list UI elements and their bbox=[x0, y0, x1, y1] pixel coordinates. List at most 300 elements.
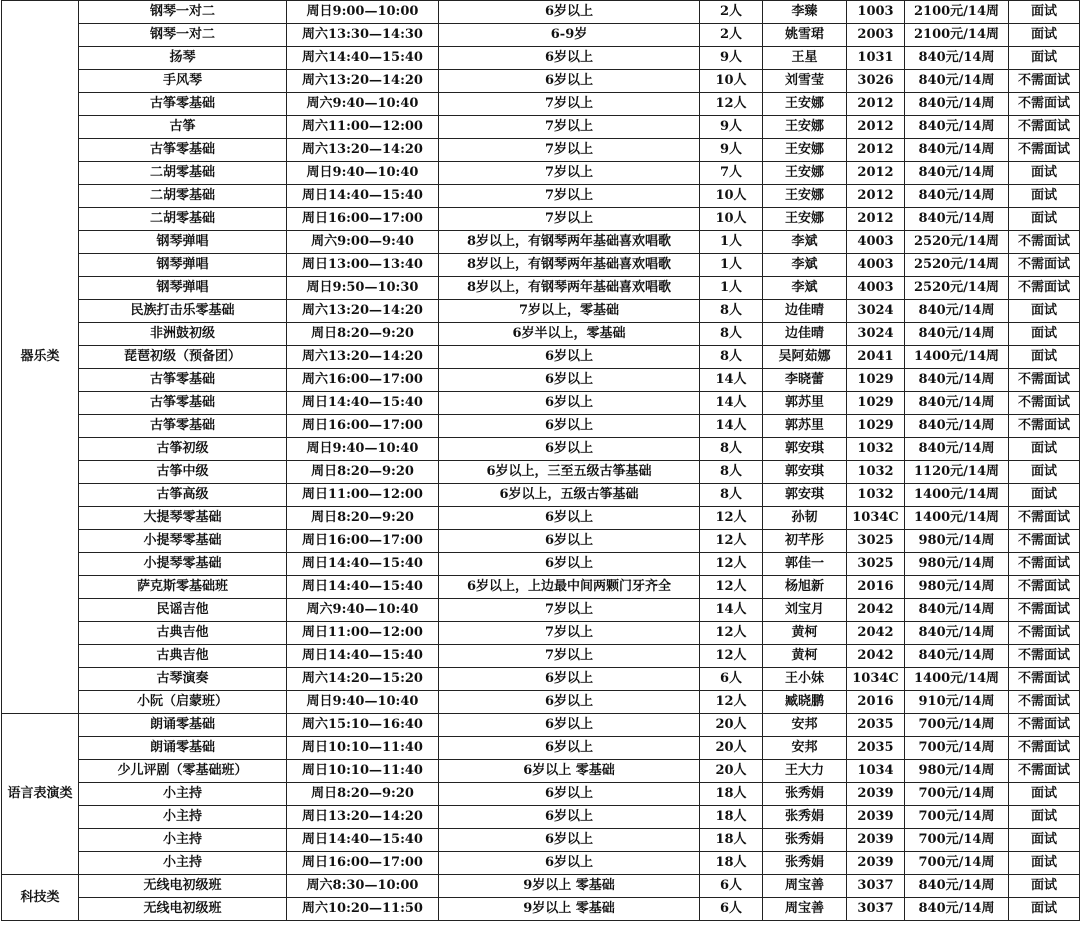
course-name-cell: 民谣吉他 bbox=[79, 599, 287, 622]
capacity-cell: 12人 bbox=[700, 645, 763, 668]
course-name-cell: 民族打击乐零基础 bbox=[79, 300, 287, 323]
interview-cell: 面试 bbox=[1009, 24, 1080, 47]
teacher-cell: 张秀娟 bbox=[763, 806, 847, 829]
requirement-cell: 6岁以上 bbox=[439, 438, 700, 461]
class-time-cell: 周日14:40—15:40 bbox=[287, 392, 439, 415]
fee-cell: 840元/14周 bbox=[905, 875, 1009, 898]
teacher-cell: 王星 bbox=[763, 47, 847, 70]
teacher-cell: 王安娜 bbox=[763, 162, 847, 185]
capacity-cell: 9人 bbox=[700, 139, 763, 162]
course-name-cell: 琵琶初级（预备团） bbox=[79, 346, 287, 369]
interview-cell: 不需面试 bbox=[1009, 530, 1080, 553]
table-row bbox=[2, 254, 1080, 277]
teacher-cell: 吴阿茹娜 bbox=[763, 346, 847, 369]
capacity-cell: 9人 bbox=[700, 47, 763, 70]
teacher-cell: 王安娜 bbox=[763, 116, 847, 139]
teacher-cell: 李斌 bbox=[763, 254, 847, 277]
course-name-cell: 古筝 bbox=[79, 116, 287, 139]
teacher-cell: 李晓蕾 bbox=[763, 369, 847, 392]
requirement-cell: 8岁以上，有钢琴两年基础喜欢唱歌 bbox=[439, 277, 700, 300]
table-row bbox=[2, 622, 1080, 645]
category-cell: 器乐类 bbox=[2, 1, 79, 714]
fee-cell: 1400元/14周 bbox=[905, 484, 1009, 507]
interview-cell: 不需面试 bbox=[1009, 714, 1080, 737]
class-time-cell: 周六15:10—16:40 bbox=[287, 714, 439, 737]
teacher-cell: 郭安琪 bbox=[763, 461, 847, 484]
fee-cell: 980元/14周 bbox=[905, 576, 1009, 599]
room-cell: 1029 bbox=[847, 415, 905, 438]
table-row bbox=[2, 668, 1080, 691]
capacity-cell: 9人 bbox=[700, 116, 763, 139]
room-cell: 2042 bbox=[847, 645, 905, 668]
fee-cell: 840元/14周 bbox=[905, 415, 1009, 438]
fee-cell: 2520元/14周 bbox=[905, 254, 1009, 277]
class-time-cell: 周六8:30—10:00 bbox=[287, 875, 439, 898]
room-cell: 2042 bbox=[847, 622, 905, 645]
capacity-cell: 12人 bbox=[700, 507, 763, 530]
table-row bbox=[2, 139, 1080, 162]
teacher-cell: 郭安琪 bbox=[763, 484, 847, 507]
table-row bbox=[2, 323, 1080, 346]
interview-cell: 不需面试 bbox=[1009, 93, 1080, 116]
capacity-cell: 6人 bbox=[700, 875, 763, 898]
capacity-cell: 20人 bbox=[700, 714, 763, 737]
fee-cell: 700元/14周 bbox=[905, 852, 1009, 875]
capacity-cell: 8人 bbox=[700, 346, 763, 369]
course-name-cell: 小主持 bbox=[79, 806, 287, 829]
fee-cell: 840元/14周 bbox=[905, 898, 1009, 921]
requirement-cell: 6岁以上 bbox=[439, 47, 700, 70]
course-name-cell: 古典吉他 bbox=[79, 645, 287, 668]
course-name-cell: 无线电初级班 bbox=[79, 898, 287, 921]
room-cell: 2039 bbox=[847, 852, 905, 875]
requirement-cell: 6岁以上 bbox=[439, 1, 700, 24]
class-time-cell: 周六13:20—14:20 bbox=[287, 300, 439, 323]
class-time-cell: 周日14:40—15:40 bbox=[287, 576, 439, 599]
interview-cell: 不需面试 bbox=[1009, 231, 1080, 254]
table-row bbox=[2, 415, 1080, 438]
class-time-cell: 周日10:10—11:40 bbox=[287, 760, 439, 783]
fee-cell: 840元/14周 bbox=[905, 162, 1009, 185]
capacity-cell: 7人 bbox=[700, 162, 763, 185]
fee-cell: 700元/14周 bbox=[905, 737, 1009, 760]
requirement-cell: 6岁以上，三至五级古筝基础 bbox=[439, 461, 700, 484]
class-time-cell: 周日11:00—12:00 bbox=[287, 622, 439, 645]
course-name-cell: 小提琴零基础 bbox=[79, 530, 287, 553]
room-cell: 1032 bbox=[847, 484, 905, 507]
fee-cell: 700元/14周 bbox=[905, 829, 1009, 852]
table-row bbox=[2, 553, 1080, 576]
table-row bbox=[2, 277, 1080, 300]
teacher-cell: 周宝善 bbox=[763, 898, 847, 921]
interview-cell: 面试 bbox=[1009, 806, 1080, 829]
capacity-cell: 18人 bbox=[700, 783, 763, 806]
class-time-cell: 周六13:20—14:20 bbox=[287, 346, 439, 369]
requirement-cell: 7岁以上 bbox=[439, 208, 700, 231]
room-cell: 2012 bbox=[847, 139, 905, 162]
room-cell: 3025 bbox=[847, 553, 905, 576]
fee-cell: 2520元/14周 bbox=[905, 277, 1009, 300]
requirement-cell: 6岁以上 bbox=[439, 737, 700, 760]
interview-cell: 不需面试 bbox=[1009, 277, 1080, 300]
teacher-cell: 张秀娟 bbox=[763, 852, 847, 875]
course-name-cell: 二胡零基础 bbox=[79, 185, 287, 208]
table-row bbox=[2, 829, 1080, 852]
teacher-cell: 安邦 bbox=[763, 714, 847, 737]
class-time-cell: 周六9:00—9:40 bbox=[287, 231, 439, 254]
capacity-cell: 1人 bbox=[700, 277, 763, 300]
class-time-cell: 周日16:00—17:00 bbox=[287, 852, 439, 875]
table-row bbox=[2, 576, 1080, 599]
fee-cell: 1400元/14周 bbox=[905, 346, 1009, 369]
interview-cell: 不需面试 bbox=[1009, 622, 1080, 645]
room-cell: 1031 bbox=[847, 47, 905, 70]
class-time-cell: 周日14:40—15:40 bbox=[287, 829, 439, 852]
capacity-cell: 14人 bbox=[700, 599, 763, 622]
requirement-cell: 6岁以上 bbox=[439, 553, 700, 576]
interview-cell: 不需面试 bbox=[1009, 116, 1080, 139]
room-cell: 1029 bbox=[847, 369, 905, 392]
interview-cell: 不需面试 bbox=[1009, 576, 1080, 599]
class-time-cell: 周日9:40—10:40 bbox=[287, 162, 439, 185]
course-name-cell: 朗诵零基础 bbox=[79, 714, 287, 737]
fee-cell: 840元/14周 bbox=[905, 47, 1009, 70]
class-time-cell: 周日9:50—10:30 bbox=[287, 277, 439, 300]
course-name-cell: 钢琴弹唱 bbox=[79, 277, 287, 300]
requirement-cell: 6岁半以上，零基础 bbox=[439, 323, 700, 346]
room-cell: 2012 bbox=[847, 185, 905, 208]
interview-cell: 不需面试 bbox=[1009, 415, 1080, 438]
fee-cell: 980元/14周 bbox=[905, 760, 1009, 783]
requirement-cell: 7岁以上 bbox=[439, 185, 700, 208]
room-cell: 2041 bbox=[847, 346, 905, 369]
requirement-cell: 6岁以上 bbox=[439, 852, 700, 875]
table-row bbox=[2, 300, 1080, 323]
class-time-cell: 周日9:00—10:00 bbox=[287, 1, 439, 24]
requirement-cell: 9岁以上 零基础 bbox=[439, 875, 700, 898]
capacity-cell: 1人 bbox=[700, 254, 763, 277]
capacity-cell: 12人 bbox=[700, 93, 763, 116]
table-row bbox=[2, 645, 1080, 668]
teacher-cell: 杨旭新 bbox=[763, 576, 847, 599]
fee-cell: 840元/14周 bbox=[905, 300, 1009, 323]
fee-cell: 1120元/14周 bbox=[905, 461, 1009, 484]
interview-cell: 面试 bbox=[1009, 47, 1080, 70]
interview-cell: 面试 bbox=[1009, 875, 1080, 898]
course-name-cell: 钢琴弹唱 bbox=[79, 231, 287, 254]
course-name-cell: 少儿评剧（零基础班） bbox=[79, 760, 287, 783]
course-name-cell: 古筝高级 bbox=[79, 484, 287, 507]
teacher-cell: 安邦 bbox=[763, 737, 847, 760]
teacher-cell: 刘雪莹 bbox=[763, 70, 847, 93]
class-time-cell: 周日16:00—17:00 bbox=[287, 415, 439, 438]
requirement-cell: 7岁以上 bbox=[439, 622, 700, 645]
capacity-cell: 2人 bbox=[700, 1, 763, 24]
table-row bbox=[2, 208, 1080, 231]
requirement-cell: 6岁以上 零基础 bbox=[439, 760, 700, 783]
room-cell: 2003 bbox=[847, 24, 905, 47]
interview-cell: 面试 bbox=[1009, 300, 1080, 323]
category-cell: 科技类 bbox=[2, 875, 79, 921]
class-time-cell: 周日14:40—15:40 bbox=[287, 185, 439, 208]
room-cell: 1034 bbox=[847, 760, 905, 783]
table-row bbox=[2, 231, 1080, 254]
interview-cell: 不需面试 bbox=[1009, 760, 1080, 783]
requirement-cell: 6岁以上，上边最中间两颗门牙齐全 bbox=[439, 576, 700, 599]
teacher-cell: 郭佳一 bbox=[763, 553, 847, 576]
class-time-cell: 周日13:20—14:20 bbox=[287, 806, 439, 829]
teacher-cell: 臧晓鹏 bbox=[763, 691, 847, 714]
course-name-cell: 钢琴弹唱 bbox=[79, 254, 287, 277]
capacity-cell: 8人 bbox=[700, 461, 763, 484]
requirement-cell: 6岁以上 bbox=[439, 70, 700, 93]
requirement-cell: 7岁以上 bbox=[439, 139, 700, 162]
course-name-cell: 古筝零基础 bbox=[79, 415, 287, 438]
fee-cell: 980元/14周 bbox=[905, 530, 1009, 553]
class-time-cell: 周日9:40—10:40 bbox=[287, 691, 439, 714]
room-cell: 2035 bbox=[847, 737, 905, 760]
class-time-cell: 周日16:00—17:00 bbox=[287, 530, 439, 553]
interview-cell: 面试 bbox=[1009, 484, 1080, 507]
requirement-cell: 7岁以上 bbox=[439, 116, 700, 139]
course-name-cell: 小提琴零基础 bbox=[79, 553, 287, 576]
table-row bbox=[2, 93, 1080, 116]
room-cell: 2016 bbox=[847, 576, 905, 599]
interview-cell: 面试 bbox=[1009, 461, 1080, 484]
course-name-cell: 钢琴一对二 bbox=[79, 24, 287, 47]
teacher-cell: 王大力 bbox=[763, 760, 847, 783]
capacity-cell: 6人 bbox=[700, 898, 763, 921]
course-name-cell: 古筝零基础 bbox=[79, 392, 287, 415]
requirement-cell: 7岁以上 bbox=[439, 599, 700, 622]
table-row bbox=[2, 162, 1080, 185]
fee-cell: 840元/14周 bbox=[905, 369, 1009, 392]
teacher-cell: 边佳晴 bbox=[763, 323, 847, 346]
requirement-cell: 7岁以上 bbox=[439, 645, 700, 668]
fee-cell: 700元/14周 bbox=[905, 806, 1009, 829]
fee-cell: 2520元/14周 bbox=[905, 231, 1009, 254]
teacher-cell: 王安娜 bbox=[763, 93, 847, 116]
room-cell: 2039 bbox=[847, 783, 905, 806]
capacity-cell: 8人 bbox=[700, 438, 763, 461]
interview-cell: 面试 bbox=[1009, 783, 1080, 806]
teacher-cell: 王小妹 bbox=[763, 668, 847, 691]
course-name-cell: 钢琴一对二 bbox=[79, 1, 287, 24]
requirement-cell: 6岁以上 bbox=[439, 668, 700, 691]
fee-cell: 700元/14周 bbox=[905, 714, 1009, 737]
fee-cell: 840元/14周 bbox=[905, 70, 1009, 93]
room-cell: 3024 bbox=[847, 323, 905, 346]
class-time-cell: 周六13:30—14:30 bbox=[287, 24, 439, 47]
requirement-cell: 6岁以上 bbox=[439, 530, 700, 553]
table-row bbox=[2, 185, 1080, 208]
class-time-cell: 周六13:20—14:20 bbox=[287, 70, 439, 93]
course-name-cell: 小主持 bbox=[79, 852, 287, 875]
course-name-cell: 萨克斯零基础班 bbox=[79, 576, 287, 599]
table-row bbox=[2, 760, 1080, 783]
fee-cell: 840元/14周 bbox=[905, 93, 1009, 116]
requirement-cell: 6-9岁 bbox=[439, 24, 700, 47]
course-name-cell: 小主持 bbox=[79, 829, 287, 852]
room-cell: 3037 bbox=[847, 875, 905, 898]
teacher-cell: 周宝善 bbox=[763, 875, 847, 898]
course-schedule-table bbox=[1, 0, 1080, 921]
teacher-cell: 李斌 bbox=[763, 277, 847, 300]
room-cell: 3025 bbox=[847, 530, 905, 553]
teacher-cell: 王安娜 bbox=[763, 208, 847, 231]
table-row bbox=[2, 1, 1080, 24]
table-row bbox=[2, 484, 1080, 507]
teacher-cell: 黄柯 bbox=[763, 645, 847, 668]
interview-cell: 不需面试 bbox=[1009, 254, 1080, 277]
course-name-cell: 古筝零基础 bbox=[79, 139, 287, 162]
requirement-cell: 7岁以上 bbox=[439, 162, 700, 185]
room-cell: 2012 bbox=[847, 116, 905, 139]
interview-cell: 不需面试 bbox=[1009, 691, 1080, 714]
capacity-cell: 12人 bbox=[700, 691, 763, 714]
table-row bbox=[2, 116, 1080, 139]
room-cell: 1034C bbox=[847, 668, 905, 691]
requirement-cell: 8岁以上，有钢琴两年基础喜欢唱歌 bbox=[439, 254, 700, 277]
room-cell: 2012 bbox=[847, 93, 905, 116]
interview-cell: 面试 bbox=[1009, 1, 1080, 24]
table-row bbox=[2, 438, 1080, 461]
room-cell: 1029 bbox=[847, 392, 905, 415]
capacity-cell: 10人 bbox=[700, 208, 763, 231]
class-time-cell: 周六14:40—15:40 bbox=[287, 47, 439, 70]
course-name-cell: 二胡零基础 bbox=[79, 162, 287, 185]
capacity-cell: 18人 bbox=[700, 829, 763, 852]
capacity-cell: 12人 bbox=[700, 530, 763, 553]
room-cell: 4003 bbox=[847, 231, 905, 254]
fee-cell: 840元/14周 bbox=[905, 645, 1009, 668]
requirement-cell: 6岁以上 bbox=[439, 346, 700, 369]
capacity-cell: 14人 bbox=[700, 369, 763, 392]
teacher-cell: 郭苏里 bbox=[763, 392, 847, 415]
room-cell: 2012 bbox=[847, 208, 905, 231]
class-time-cell: 周日8:20—9:20 bbox=[287, 507, 439, 530]
course-name-cell: 小主持 bbox=[79, 783, 287, 806]
class-time-cell: 周日8:20—9:20 bbox=[287, 783, 439, 806]
capacity-cell: 2人 bbox=[700, 24, 763, 47]
table-row bbox=[2, 714, 1080, 737]
capacity-cell: 8人 bbox=[700, 300, 763, 323]
class-time-cell: 周六16:00—17:00 bbox=[287, 369, 439, 392]
class-time-cell: 周日14:40—15:40 bbox=[287, 645, 439, 668]
capacity-cell: 10人 bbox=[700, 185, 763, 208]
room-cell: 4003 bbox=[847, 254, 905, 277]
requirement-cell: 6岁以上 bbox=[439, 507, 700, 530]
requirement-cell: 6岁以上 bbox=[439, 783, 700, 806]
teacher-cell: 黄柯 bbox=[763, 622, 847, 645]
room-cell: 1034C bbox=[847, 507, 905, 530]
room-cell: 3026 bbox=[847, 70, 905, 93]
table-row bbox=[2, 47, 1080, 70]
table-row bbox=[2, 875, 1080, 898]
interview-cell: 面试 bbox=[1009, 898, 1080, 921]
requirement-cell: 6岁以上 bbox=[439, 369, 700, 392]
fee-cell: 840元/14周 bbox=[905, 116, 1009, 139]
interview-cell: 面试 bbox=[1009, 208, 1080, 231]
table-row bbox=[2, 783, 1080, 806]
room-cell: 2012 bbox=[847, 162, 905, 185]
interview-cell: 不需面试 bbox=[1009, 507, 1080, 530]
course-name-cell: 古筝初级 bbox=[79, 438, 287, 461]
class-time-cell: 周六9:40—10:40 bbox=[287, 93, 439, 116]
room-cell: 2039 bbox=[847, 806, 905, 829]
class-time-cell: 周日16:00—17:00 bbox=[287, 208, 439, 231]
interview-cell: 面试 bbox=[1009, 323, 1080, 346]
interview-cell: 不需面试 bbox=[1009, 139, 1080, 162]
table-row bbox=[2, 898, 1080, 921]
table-row bbox=[2, 24, 1080, 47]
requirement-cell: 6岁以上 bbox=[439, 392, 700, 415]
capacity-cell: 12人 bbox=[700, 553, 763, 576]
capacity-cell: 14人 bbox=[700, 415, 763, 438]
requirement-cell: 7岁以上 bbox=[439, 93, 700, 116]
table-row bbox=[2, 852, 1080, 875]
teacher-cell: 李斌 bbox=[763, 231, 847, 254]
room-cell: 1032 bbox=[847, 461, 905, 484]
requirement-cell: 9岁以上 零基础 bbox=[439, 898, 700, 921]
room-cell: 1003 bbox=[847, 1, 905, 24]
table-row bbox=[2, 70, 1080, 93]
requirement-cell: 8岁以上，有钢琴两年基础喜欢唱歌 bbox=[439, 231, 700, 254]
course-name-cell: 扬琴 bbox=[79, 47, 287, 70]
fee-cell: 1400元/14周 bbox=[905, 507, 1009, 530]
requirement-cell: 6岁以上 bbox=[439, 714, 700, 737]
class-time-cell: 周日13:00—13:40 bbox=[287, 254, 439, 277]
interview-cell: 不需面试 bbox=[1009, 392, 1080, 415]
fee-cell: 980元/14周 bbox=[905, 553, 1009, 576]
course-name-cell: 朗诵零基础 bbox=[79, 737, 287, 760]
capacity-cell: 20人 bbox=[700, 737, 763, 760]
class-time-cell: 周六10:20—11:50 bbox=[287, 898, 439, 921]
room-cell: 2035 bbox=[847, 714, 905, 737]
interview-cell: 不需面试 bbox=[1009, 668, 1080, 691]
category-cell: 语言表演类 bbox=[2, 714, 79, 875]
fee-cell: 840元/14周 bbox=[905, 622, 1009, 645]
fee-cell: 840元/14周 bbox=[905, 139, 1009, 162]
teacher-cell: 张秀娟 bbox=[763, 783, 847, 806]
class-time-cell: 周六14:20—15:20 bbox=[287, 668, 439, 691]
course-name-cell: 无线电初级班 bbox=[79, 875, 287, 898]
interview-cell: 面试 bbox=[1009, 829, 1080, 852]
table-row bbox=[2, 737, 1080, 760]
interview-cell: 面试 bbox=[1009, 162, 1080, 185]
requirement-cell: 6岁以上 bbox=[439, 691, 700, 714]
fee-cell: 840元/14周 bbox=[905, 392, 1009, 415]
class-time-cell: 周六13:20—14:20 bbox=[287, 139, 439, 162]
interview-cell: 面试 bbox=[1009, 346, 1080, 369]
capacity-cell: 1人 bbox=[700, 231, 763, 254]
table-row bbox=[2, 461, 1080, 484]
fee-cell: 840元/14周 bbox=[905, 208, 1009, 231]
interview-cell: 不需面试 bbox=[1009, 645, 1080, 668]
course-name-cell: 古筝零基础 bbox=[79, 369, 287, 392]
table-row bbox=[2, 599, 1080, 622]
capacity-cell: 8人 bbox=[700, 484, 763, 507]
course-name-cell: 古筝中级 bbox=[79, 461, 287, 484]
teacher-cell: 初芊彤 bbox=[763, 530, 847, 553]
capacity-cell: 8人 bbox=[700, 323, 763, 346]
class-time-cell: 周日8:20—9:20 bbox=[287, 461, 439, 484]
interview-cell: 不需面试 bbox=[1009, 599, 1080, 622]
course-name-cell: 大提琴零基础 bbox=[79, 507, 287, 530]
class-time-cell: 周日14:40—15:40 bbox=[287, 553, 439, 576]
table-row bbox=[2, 392, 1080, 415]
table-row bbox=[2, 346, 1080, 369]
